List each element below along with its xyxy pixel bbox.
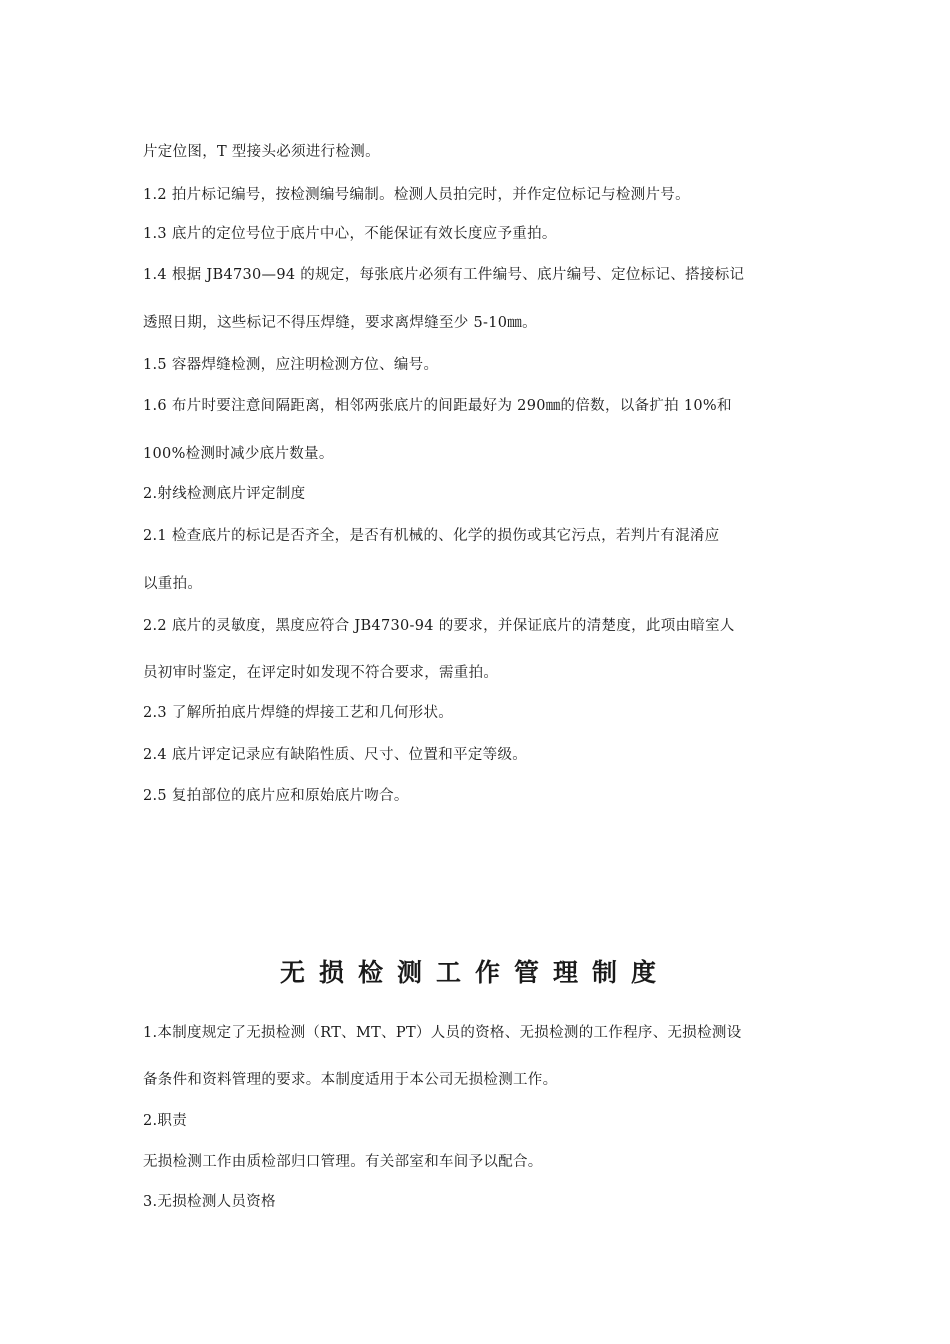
paragraph-line: 2.1 检查底片的标记是否齐全，是否有机械的、化学的损伤或其它污点，若判片有混淆应 [143,527,720,544]
paragraph-line: 2.4 底片评定记录应有缺陷性质、尺寸、位置和平定等级。 [143,746,528,763]
paragraph-line: 备条件和资料管理的要求。本制度适用于本公司无损检测工作。 [143,1071,558,1088]
section-heading: 3.无损检测人员资格 [143,1193,276,1210]
paragraph-line: 1.5 容器焊缝检测，应注明检测方位、编号。 [143,356,439,373]
paragraph-line: 1.3 底片的定位号位于底片中心，不能保证有效长度应予重拍。 [143,225,557,242]
paragraph-line: 以重拍。 [143,575,203,592]
paragraph-line: 无损检测工作由质检部归口管理。有关部室和车间予以配合。 [143,1153,543,1170]
section-heading: 2.职责 [143,1112,188,1129]
paragraph-line: 1.4 根据 JB4730—94 的规定，每张底片必须有工件编号、底片编号、定位标记、搭接标记 [143,266,745,283]
paragraph-line: 透照日期，这些标记不得压焊缝，要求离焊缝至少 5-10㎜。 [143,314,537,331]
paragraph-line: 片定位图，T 型接头必须进行检测。 [143,143,380,160]
paragraph-line: 2.5 复拍部位的底片应和原始底片吻合。 [143,787,409,804]
paragraph-line: 2.2 底片的灵敏度，黑度应符合 JB4730-94 的要求，并保证底片的清楚度，此项由暗室人 [143,617,735,634]
paragraph-line: 1.本制度规定了无损检测（RT、MT、PT）人员的资格、无损检测的工作程序、无损检测设 [143,1024,742,1041]
paragraph-line: 员初审时鉴定，在评定时如发现不符合要求，需重拍。 [143,664,499,681]
paragraph-line: 1.2 拍片标记编号，按检测编号编制。检测人员拍完时，并作定位标记与检测片号。 [143,186,690,203]
paragraph-line: 2.3 了解所拍底片焊缝的焊接工艺和几何形状。 [143,704,454,721]
paragraph-line: 100%检测时减少底片数量。 [143,445,334,462]
paragraph-line: 1.6 布片时要注意间隔距离，相邻两张底片的间距最好为 290㎜的倍数，以备扩拍 10%和 [143,397,732,414]
page-title: 无损检测工作管理制度 [279,957,670,987]
section-heading: 2.射线检测底片评定制度 [143,485,306,502]
